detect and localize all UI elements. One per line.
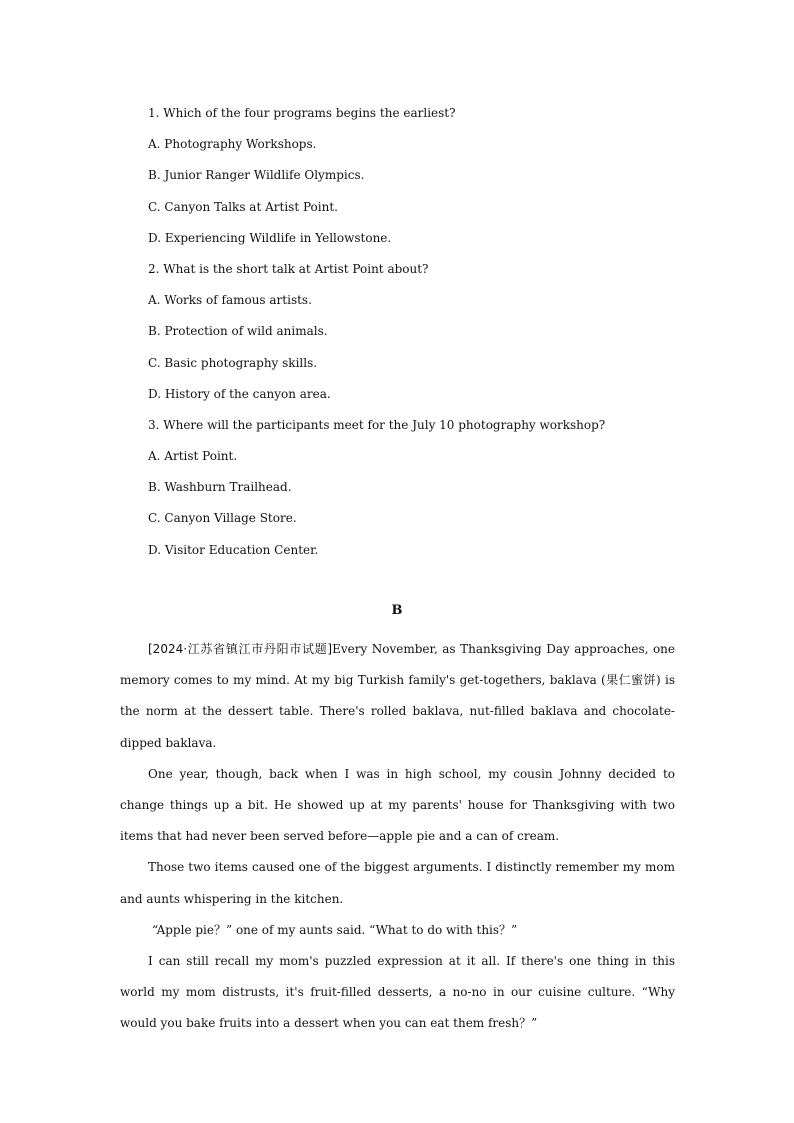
passage-paragraph-3: Those two items caused one of the biggest arguments. I distinctly remember my mom and aunts whispering in the kitchen.	[120, 860, 675, 906]
question-stem-1: 1. Which of the four programs begins the earliest?	[148, 106, 456, 120]
section-heading: B	[391, 603, 403, 618]
passage-paragraph-4: “Apple pie？” one of my aunts said. “What to do with this？”	[152, 922, 518, 937]
question-stem-2: 2. What is the short talk at Artist Point about?	[148, 261, 429, 276]
question-list	[148, 104, 708, 572]
question-3-option-c: C. Canyon Village Store.	[148, 511, 297, 526]
question-3-option-b: B. Washburn Trailhead.	[148, 480, 292, 495]
question-3-option-d: D. Visitor Education Center.	[148, 542, 319, 557]
question-2-option-a: A. Works of famous artists.	[148, 293, 312, 308]
passage-source: [2024·江苏省镇江市丹阳市试题]	[148, 642, 333, 656]
question-2-option-c: C. Basic photography skills.	[148, 355, 318, 370]
question-1-option-d: D. Experiencing Wildlife in Yellowstone.	[148, 230, 392, 245]
question-2-option-b: B. Protection of wild animals.	[148, 324, 328, 339]
question-1-option-a: A. Photography Workshops.	[148, 137, 317, 152]
question-1-option-b: B. Junior Ranger Wildlife Olympics.	[148, 168, 365, 183]
question-1-option-c: C. Canyon Talks at Artist Point.	[148, 199, 338, 214]
question-3-option-a: A. Artist Point.	[148, 449, 238, 464]
question-2-option-d: D. History of the canyon area.	[148, 386, 331, 401]
passage-paragraph-1-text: Every November, as Thanksgiving Day approaches, one memory comes to my mind. At my big Turkish family's get-togethers, baklava (果仁蜜饼) is the norm at the dessert table. There's rolled baklava, nut-filled baklava and chocolate-dipped baklava.	[120, 642, 675, 750]
passage-paragraph-1	[120, 634, 675, 759]
question-stem-3: 3. Where will the participants meet for the July 10 photography workshop?	[148, 417, 606, 432]
passage-paragraph-2: One year, though, back when I was in high school, my cousin Johnny decided to change things up a bit. He showed up at my parents' house for Thanksgiving with two items that had never been served before—apple pie and a can of cream.	[120, 766, 675, 844]
reading-passage	[120, 634, 675, 1040]
passage-paragraph-5: I can still recall my mom's puzzled expression at it all. If there's one thing in this world my mom distrusts, it's fruit-filled desserts, a no-no in our cuisine culture. “Why would you bake fruits into a dessert when you can eat them fresh？”	[120, 954, 675, 1031]
